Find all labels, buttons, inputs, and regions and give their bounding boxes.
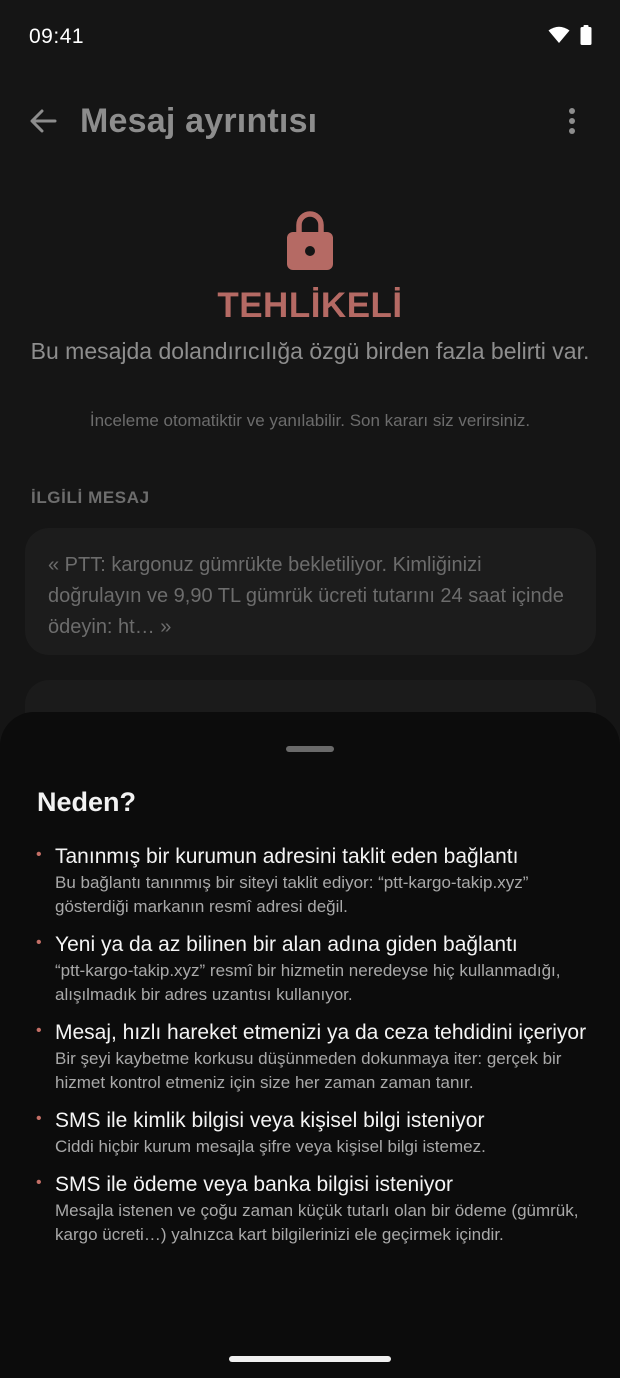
lock-icon: [287, 208, 333, 270]
bullet-icon: •: [36, 1022, 42, 1039]
reason-detail: Mesajla istenen ve çoğu zaman küçük tutarlı olan bir ödeme (gümrük, kargo ücreti…) yalnızca kart bilgilerinizi ele geçirmek içindir.: [55, 1201, 579, 1244]
reason-detail: Bu bağlantı tanınmış bir siteyi taklit ediyor: “ptt-kargo-takip.xyz” gösterdiği markanın resmî adresi değil.: [55, 873, 529, 916]
reason-item: [34, 842, 594, 919]
message-excerpt: « PTT: kargonuz gümrükte bekletiliyor. Kimliğinizi doğrulayın ve 9,90 TL gümrük ücreti tutarını 24 saat içinde ödeyin: ht… »: [48, 554, 564, 638]
reason-item: [34, 930, 594, 1007]
status-bar: [0, 0, 620, 76]
reason-title: SMS ile ödeme veya banka bilgisi isteniyor: [55, 1173, 454, 1196]
wifi-icon: [548, 26, 570, 44]
verdict-title: TEHLİKELİ: [217, 286, 403, 325]
home-indicator[interactable]: [229, 1356, 391, 1362]
reason-detail: Bir şeyi kaybetme korkusu düşünmeden dokunmaya iter: gerçek bir hizmet kontrol etmeniz için size her zaman zaman tanır.: [55, 1049, 562, 1092]
bullet-icon: •: [36, 1110, 42, 1127]
page-title: Mesaj ayrıntısı: [80, 102, 318, 140]
reasons-bottom-sheet: [0, 712, 620, 1378]
status-time: 09:41: [29, 25, 85, 48]
reason-title: Mesaj, hızlı hareket etmenizi ya da ceza tehdidini içeriyor: [55, 1021, 587, 1044]
reason-item: [34, 1106, 594, 1159]
verdict-description: Bu mesajda dolandırıcılığa özgü birden fazla belirti var.: [30, 338, 590, 364]
reason-item: [34, 1170, 594, 1247]
reason-title: Yeni ya da az bilinen bir alan adına giden bağlantı: [55, 933, 518, 956]
more-options-button[interactable]: [560, 102, 584, 144]
app-bar: [0, 88, 620, 158]
reason-title: Tanınmış bir kurumun adresini taklit eden bağlantı: [55, 845, 519, 868]
reason-list: [34, 842, 594, 1258]
bullet-icon: •: [36, 846, 42, 863]
reason-title: SMS ile kimlik bilgisi veya kişisel bilgi isteniyor: [55, 1109, 485, 1132]
back-button[interactable]: [22, 102, 64, 144]
verdict-note: İnceleme otomatiktir ve yanılabilir. Son kararı siz verirsiniz.: [89, 411, 531, 430]
bullet-icon: •: [36, 934, 42, 951]
more-vert-icon: [568, 107, 576, 140]
status-icons: [548, 25, 592, 45]
reason-detail: Ciddi hiçbir kurum mesajla şifre veya kişisel bilgi istemez.: [55, 1137, 486, 1156]
sheet-title: Neden?: [37, 787, 137, 817]
bullet-icon: •: [36, 1174, 42, 1191]
battery-icon: [580, 25, 592, 45]
sheet-drag-handle[interactable]: [286, 746, 334, 752]
arrow-left-icon: [29, 107, 57, 140]
reason-item: [34, 1018, 594, 1095]
related-message-label: İLGİLİ MESAJ: [31, 488, 150, 507]
reason-detail: “ptt-kargo-takip.xyz” resmî bir hizmetin neredeyse hiç kullanmadığı, alışılmadık bir adres uzantısı kullanıyor.: [55, 961, 561, 1004]
related-message-card[interactable]: [25, 528, 596, 655]
